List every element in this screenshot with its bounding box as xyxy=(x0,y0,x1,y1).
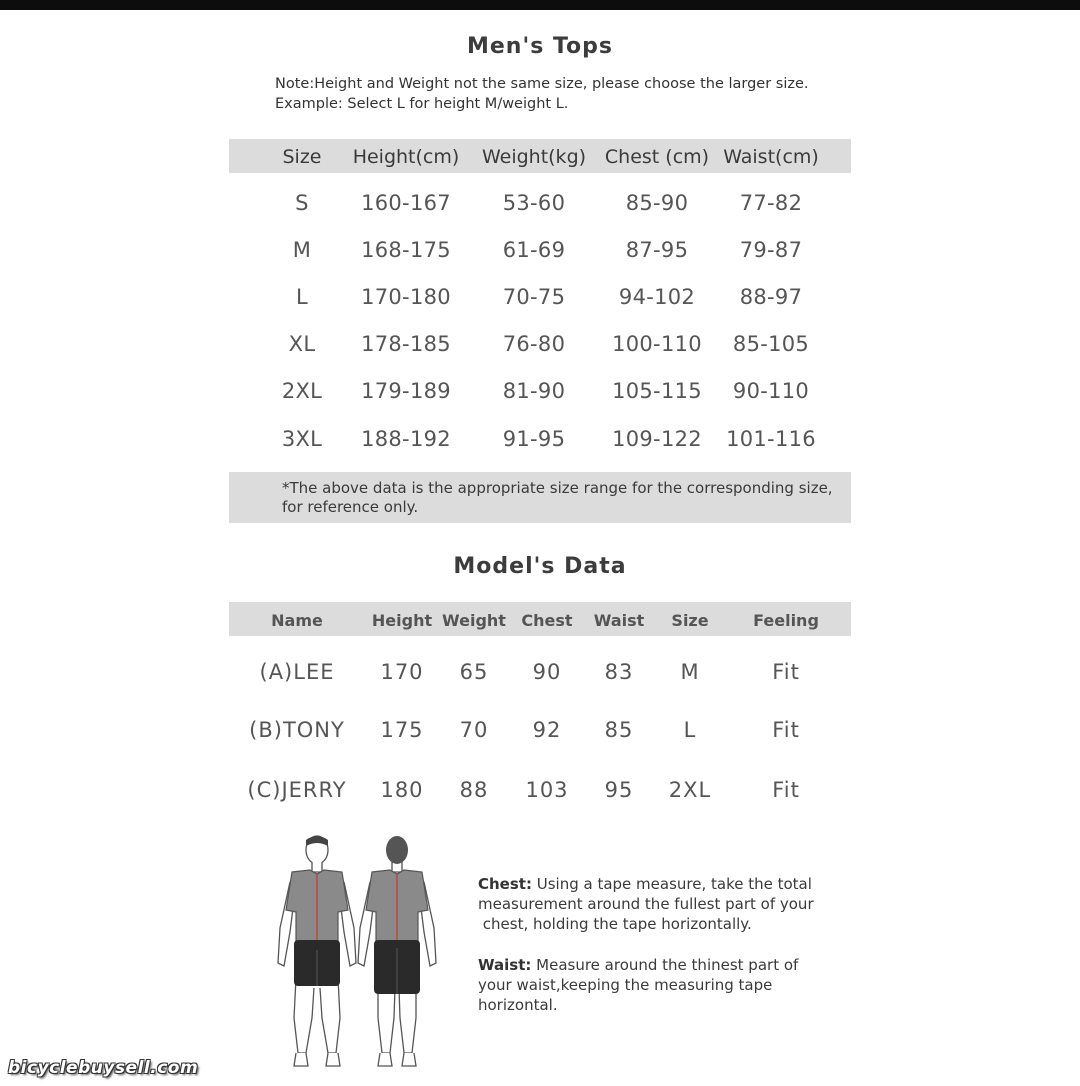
chest-cell: 94-102 xyxy=(618,285,696,309)
model-weight-cell: 70 xyxy=(459,718,489,742)
size-note xyxy=(275,74,809,114)
model-chest-cell: 92 xyxy=(532,718,562,742)
height-cell: 160-167 xyxy=(361,191,451,215)
size-note-line-2: Example: Select L for height M/weight L. xyxy=(275,96,569,112)
model-name-cell: (A)LEE xyxy=(259,660,335,684)
chest-cell: 109-122 xyxy=(612,427,702,451)
model-waist-cell: 85 xyxy=(604,718,634,742)
model-size-cell: M xyxy=(680,660,700,684)
size-footnote xyxy=(282,479,842,517)
weight-cell: 70-75 xyxy=(502,285,566,309)
model-height-cell: 180 xyxy=(380,778,424,802)
model-chest-cell: 90 xyxy=(532,660,562,684)
weight-cell: 91-95 xyxy=(502,427,566,451)
model-header-height: Height xyxy=(371,611,433,630)
waist-cell: 77-82 xyxy=(739,191,803,215)
model-header-feeling: Feeling xyxy=(753,611,819,630)
model-header-waist: Waist xyxy=(593,611,645,630)
model-name-cell: (C)JERRY xyxy=(247,778,347,802)
size-cell: 3XL xyxy=(281,427,323,451)
height-cell: 178-185 xyxy=(361,332,451,356)
chest-label: Chest: xyxy=(478,875,532,893)
weight-cell: 81-90 xyxy=(502,379,566,403)
chest-text-3: chest, holding the tape horizontally. xyxy=(478,915,752,933)
model-height-cell: 175 xyxy=(380,718,424,742)
model-waist-cell: 95 xyxy=(604,778,634,802)
waist-cell: 90-110 xyxy=(732,379,810,403)
model-size-cell: 2XL xyxy=(668,778,712,802)
chest-text-1: Using a tape measure, take the total xyxy=(531,875,812,893)
weight-cell: 61-69 xyxy=(502,238,566,262)
model-size-cell: L xyxy=(683,718,697,742)
size-cell: L xyxy=(296,285,308,309)
watermark: bicyclebuysell.com xyxy=(8,1058,199,1078)
height-cell: 170-180 xyxy=(361,285,451,309)
model-header-chest: Chest xyxy=(521,611,573,630)
size-header-chest: Chest (cm) xyxy=(604,146,710,168)
model-header-name: Name xyxy=(271,611,323,630)
size-header-weight: Weight(kg) xyxy=(481,146,587,168)
top-bar xyxy=(0,0,1080,10)
chest-cell: 105-115 xyxy=(612,379,702,403)
chest-cell: 85-90 xyxy=(625,191,689,215)
model-feeling-cell: Fit xyxy=(772,718,800,742)
waist-cell: 101-116 xyxy=(726,427,816,451)
waist-cell: 79-87 xyxy=(739,238,803,262)
waist-label: Waist: xyxy=(478,956,532,974)
size-footnote-line-1: *The above data is the appropriate size range for the corresponding size, xyxy=(282,479,833,497)
model-chest-cell: 103 xyxy=(525,778,569,802)
size-cell: 2XL xyxy=(281,379,323,403)
waist-text-3: horizontal. xyxy=(478,996,558,1014)
height-cell: 168-175 xyxy=(361,238,451,262)
size-cell: XL xyxy=(288,332,316,356)
weight-cell: 76-80 xyxy=(502,332,566,356)
height-cell: 179-189 xyxy=(361,379,451,403)
model-data-title: Model's Data xyxy=(453,554,627,579)
waist-cell: 88-97 xyxy=(739,285,803,309)
back-figure-illustration xyxy=(352,828,442,1073)
size-header-height: Height(cm) xyxy=(352,146,460,168)
chest-cell: 100-110 xyxy=(612,332,702,356)
waist-cell: 85-105 xyxy=(732,332,810,356)
size-header-size: Size xyxy=(282,146,322,168)
model-feeling-cell: Fit xyxy=(772,660,800,684)
size-cell: M xyxy=(292,238,312,262)
model-name-cell: (B)TONY xyxy=(249,718,345,742)
waist-instructions xyxy=(478,955,838,1015)
size-footnote-line-2: for reference only. xyxy=(282,498,419,516)
chest-text-2: measurement around the fullest part of your xyxy=(478,895,814,913)
chest-instructions xyxy=(478,874,838,934)
height-cell: 188-192 xyxy=(361,427,451,451)
size-cell: S xyxy=(295,191,309,215)
model-feeling-cell: Fit xyxy=(772,778,800,802)
size-note-line-1: Note:Height and Weight not the same size, please choose the larger size. xyxy=(275,76,809,92)
model-height-cell: 170 xyxy=(380,660,424,684)
size-header-waist: Waist(cm) xyxy=(723,146,819,168)
waist-text-2: your waist,keeping the measuring tape xyxy=(478,976,773,994)
model-waist-cell: 83 xyxy=(604,660,634,684)
waist-text-1: Measure around the thinest part of xyxy=(531,956,799,974)
weight-cell: 53-60 xyxy=(502,191,566,215)
front-figure-illustration xyxy=(272,828,362,1073)
model-weight-cell: 88 xyxy=(459,778,489,802)
model-header-size: Size xyxy=(671,611,709,630)
size-chart-title: Men's Tops xyxy=(466,34,613,59)
model-header-weight: Weight xyxy=(442,611,506,630)
model-weight-cell: 65 xyxy=(459,660,489,684)
chest-cell: 87-95 xyxy=(625,238,689,262)
